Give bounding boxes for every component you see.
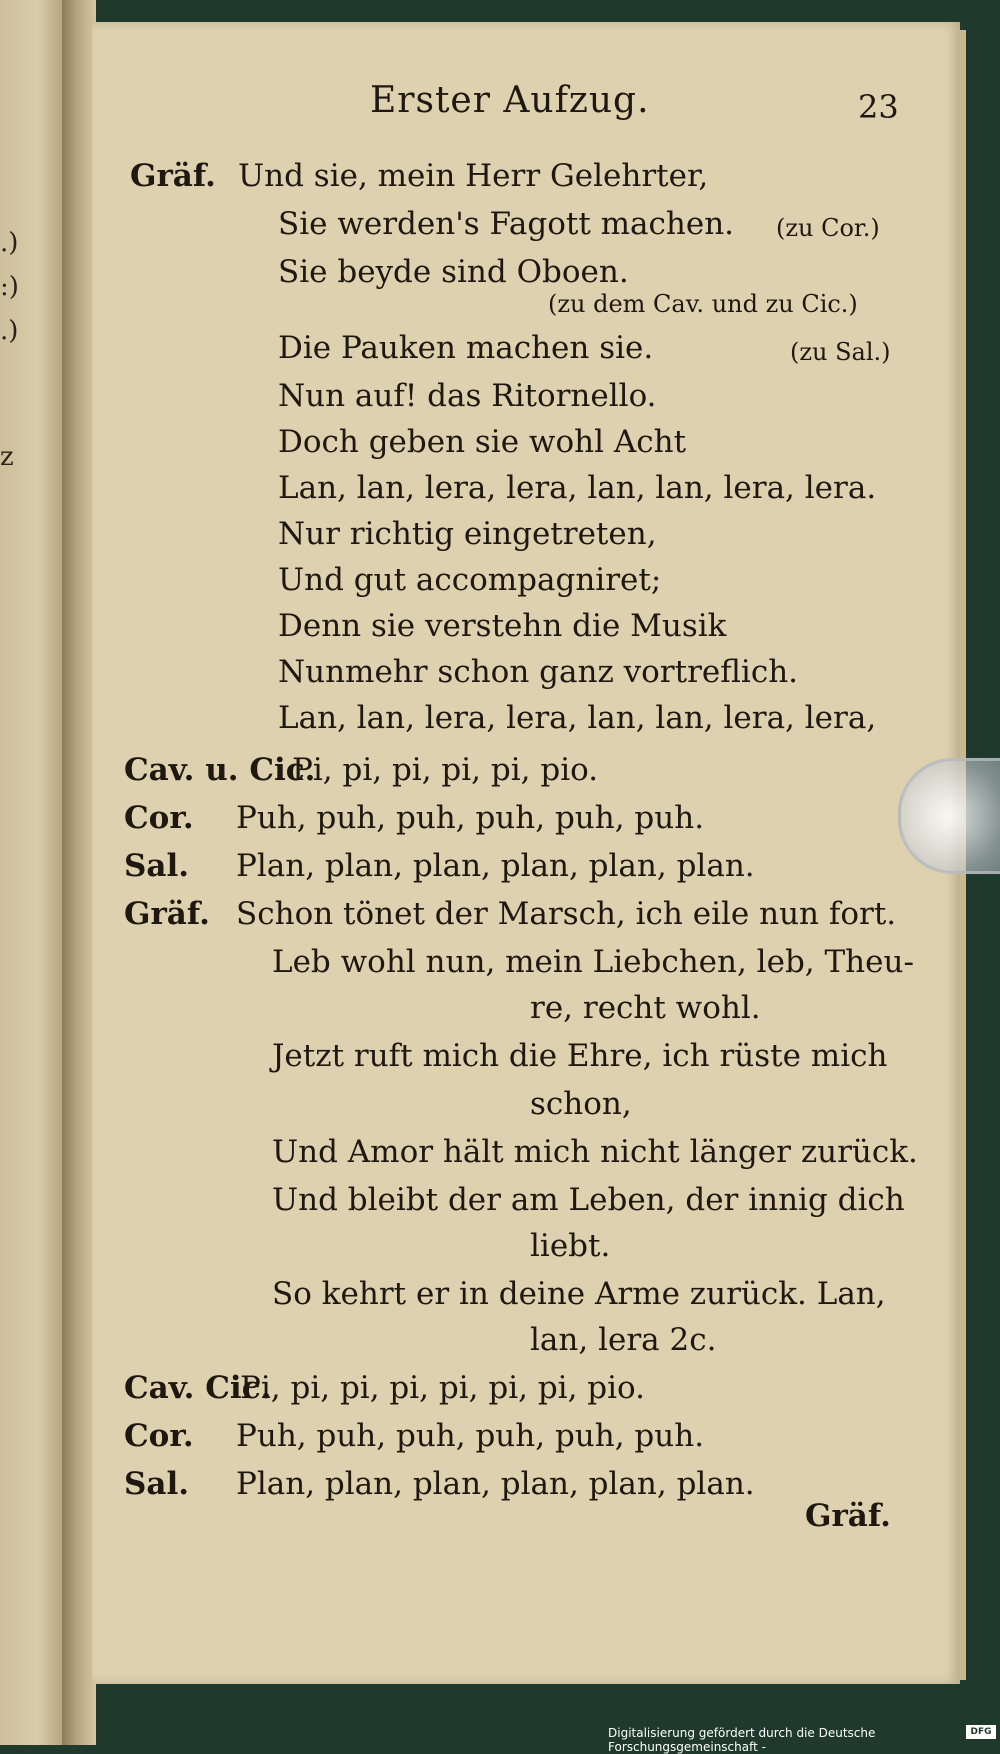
verse-line: Jetzt ruft mich die Ehre, ich rüste mich [272,1038,888,1074]
catchword: Gräf. [805,1498,891,1534]
verse-line: liebt. [530,1228,611,1264]
verse-line: Pi, pi, pi, pi, pi, pio. [292,752,599,788]
verse-line: Und Amor hält mich nicht länger zurück. [272,1134,918,1170]
left-page-fragment: .) [0,228,19,258]
stage-direction: (zu Cor.) [776,214,880,242]
speaker-label: Gräf. [124,896,210,932]
verse-line: Plan, plan, plan, plan, plan, plan. [236,848,755,884]
verse-line: Pi, pi, pi, pi, pi, pi, pi, pio. [240,1370,646,1406]
verse-line: Und gut accompagniret; [278,562,662,598]
verse-line: Plan, plan, plan, plan, plan, plan. [236,1466,755,1502]
left-page-fragment: .) [0,316,19,346]
verse-line: Die Pauken machen sie. [278,330,654,366]
verse-line: Und bleibt der am Leben, der innig dich [272,1182,905,1218]
speaker-label: Sal. [124,1466,190,1502]
left-page-fragment: :) [0,272,19,302]
page-number: 23 [858,88,899,126]
verse-line: Lan, lan, lera, lera, lan, lan, lera, lera, [278,700,877,736]
verse-line: Lan, lan, lera, lera, lan, lan, lera, lera. [278,470,877,506]
verse-line: lan, lera 2c. [530,1322,717,1358]
digitization-credit: Digitalisierung gefördert durch die Deutsche Forschungsgemeinschaft - [608,1726,876,1754]
verse-line: Denn sie verstehn die Musik [278,608,727,644]
left-page-fragment: z [0,442,14,472]
speaker-label: Sal. [124,848,190,884]
speaker-label: Cav. u. Cic. [124,752,316,788]
book-gutter [62,0,96,1745]
verse-line: So kehrt er in deine Arme zurück. Lan, [272,1276,886,1312]
verse-line: schon, [530,1086,632,1122]
speaker-label: Cor. [124,800,194,836]
magnifier-glass-icon [898,758,1000,874]
stage-direction: (zu Sal.) [790,338,891,366]
verse-line: Sie werden's Fagott machen. [278,206,735,242]
stage-direction: (zu dem Cav. und zu Cic.) [548,290,858,318]
verse-line: Puh, puh, puh, puh, puh, puh. [236,1418,705,1454]
speaker-label: Gräf. [130,158,216,194]
verse-line: Schon tönet der Marsch, ich eile nun fort. [236,896,897,932]
page-header-title: Erster Aufzug. [370,80,650,121]
verse-line: Nunmehr schon ganz vortreflich. [278,654,799,690]
verse-line: Puh, puh, puh, puh, puh, puh. [236,800,705,836]
speaker-label: Cor. [124,1418,194,1454]
verse-line: Sie beyde sind Oboen. [278,254,629,290]
left-page-edge [0,0,62,1745]
verse-line: Und sie, mein Herr Gelehrter, [238,158,709,194]
verse-line: Nur richtig eingetreten, [278,516,657,552]
dfg-logo: DFG [966,1725,996,1739]
verse-line: re, recht wohl. [530,990,761,1026]
speaker-label: Cav. Cic. [124,1370,272,1406]
verse-line: Doch geben sie wohl Acht [278,424,687,460]
verse-line: Leb wohl nun, mein Liebchen, leb, Theu- [272,944,914,980]
verse-line: Nun auf! das Ritornello. [278,378,657,414]
